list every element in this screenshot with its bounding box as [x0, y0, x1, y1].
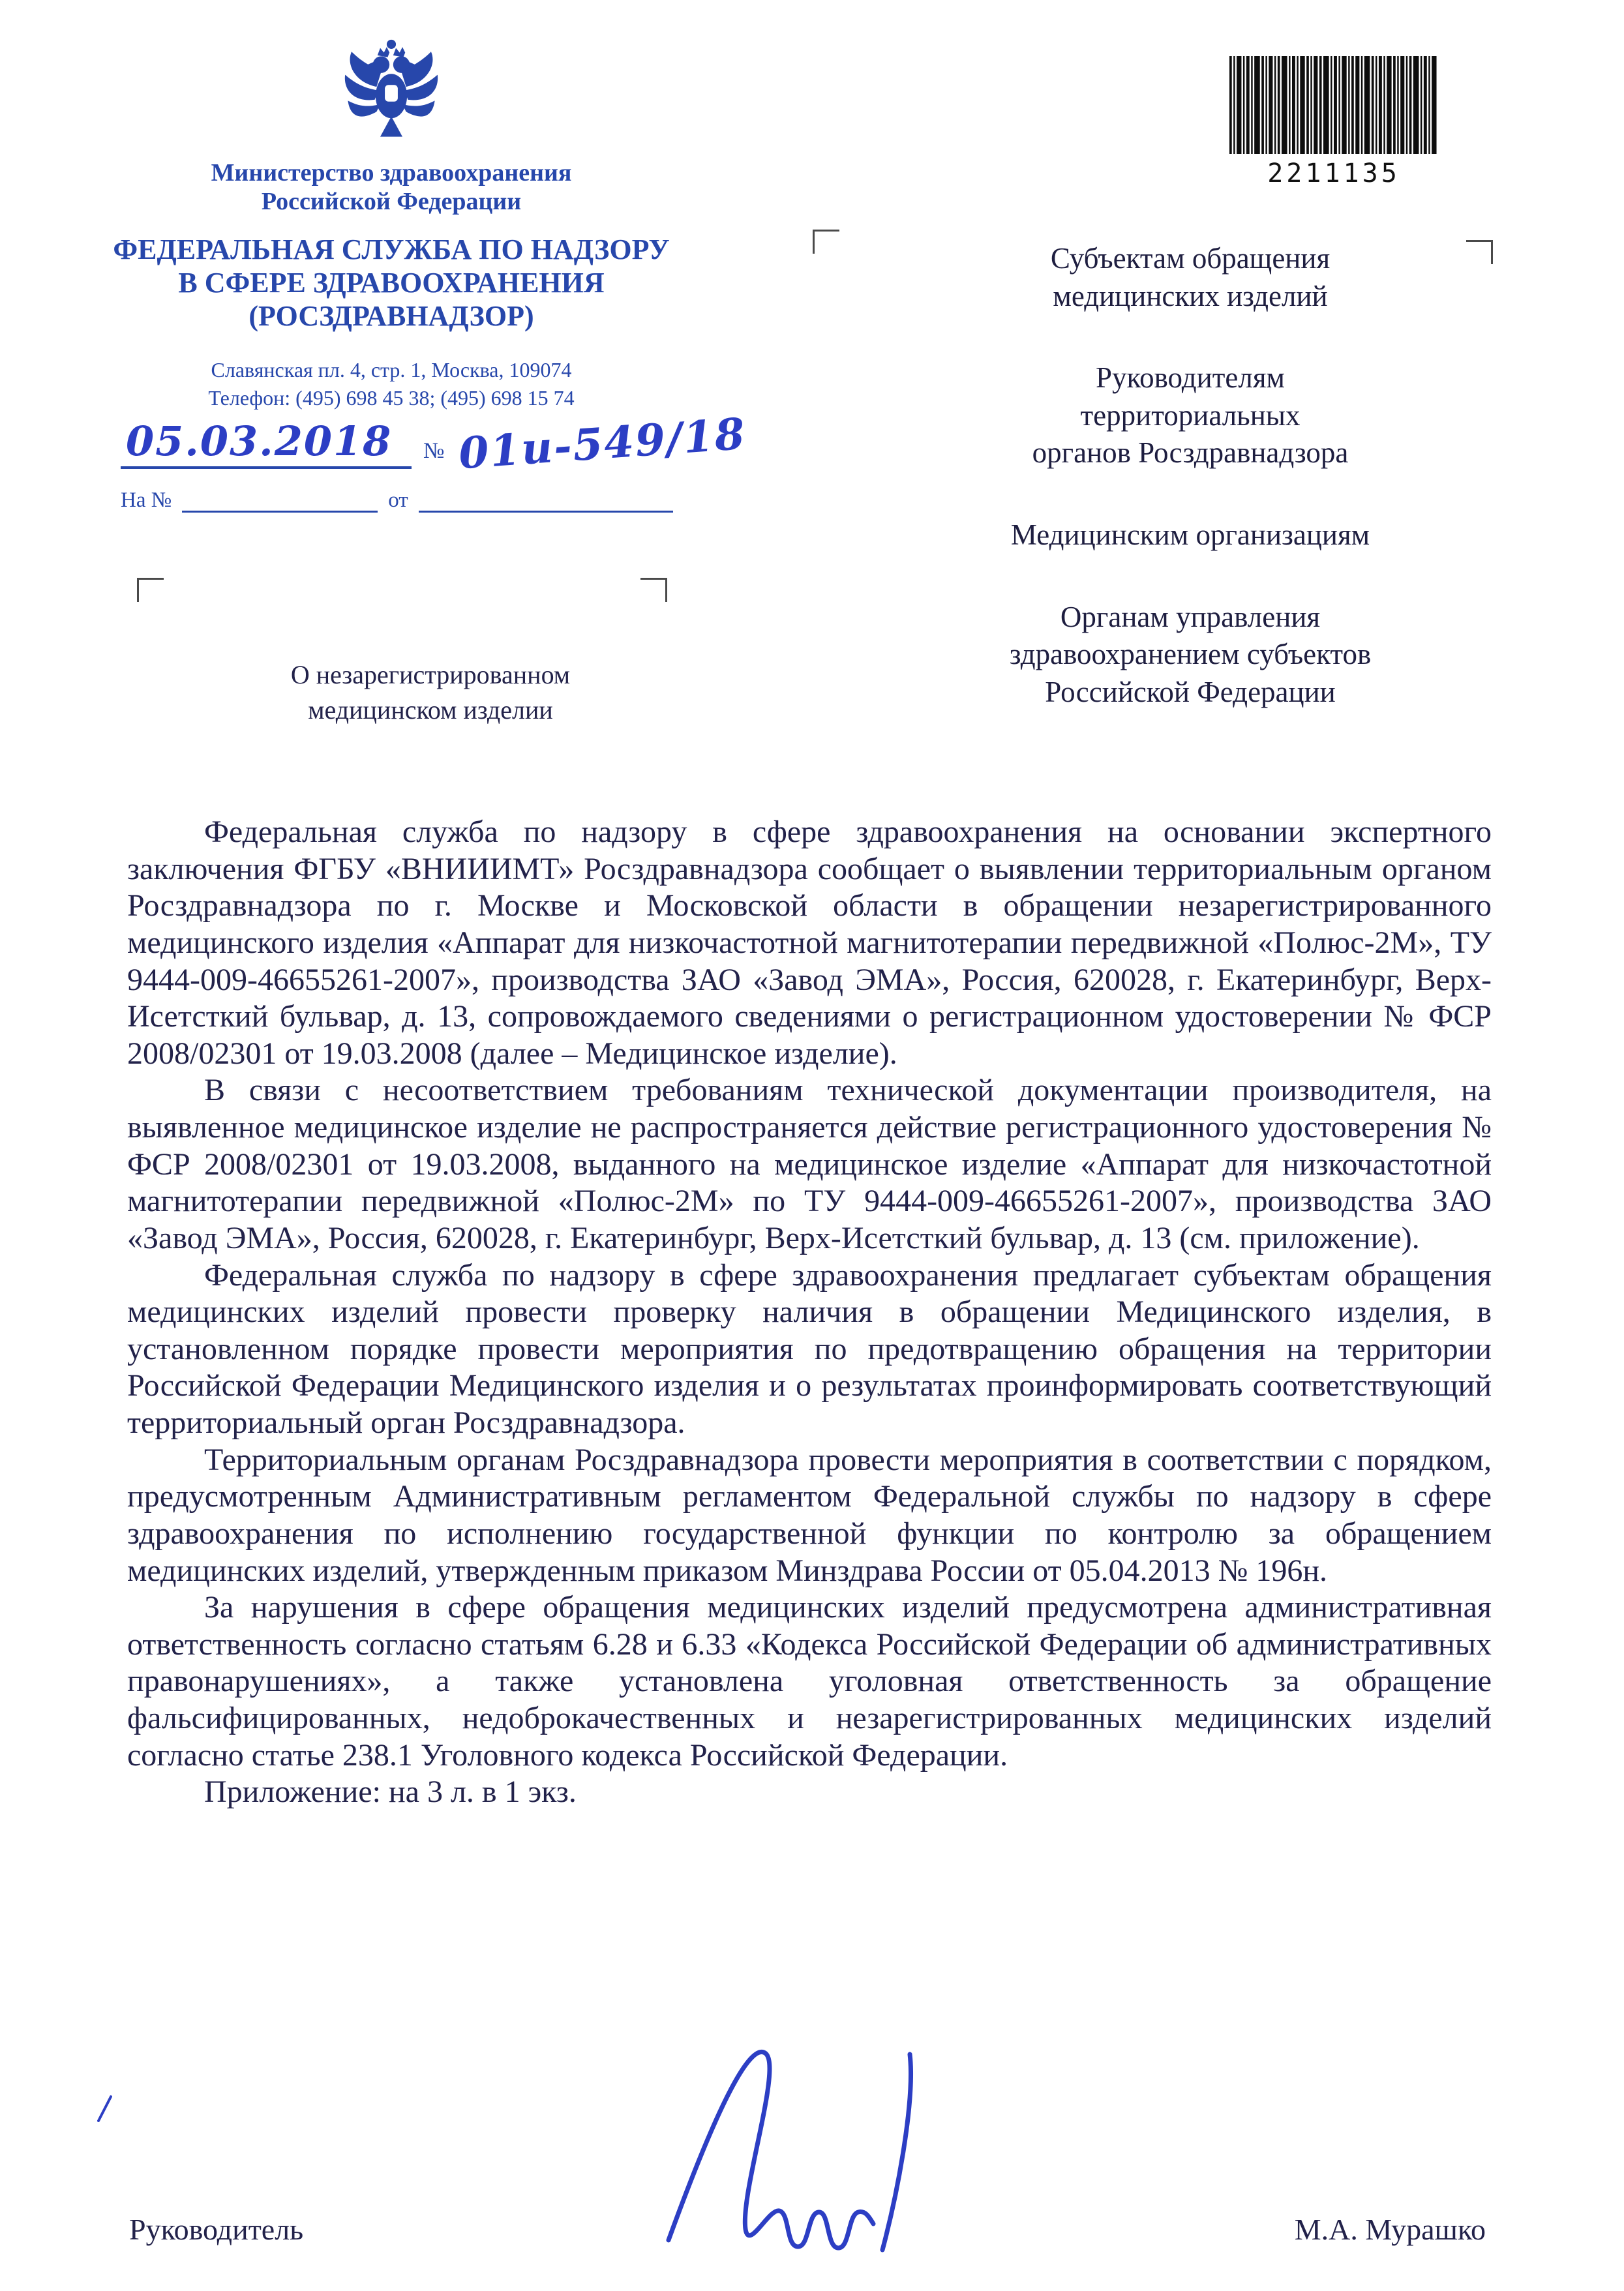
ministry-name: [65, 159, 717, 216]
blank-line: [182, 488, 378, 513]
letterhead-address: Славянская пл. 4, стр. 1, Москва, 109074: [211, 358, 572, 382]
paragraph-2: В связи с несоответствием требованиям технической документации производителя, на выявленное медицинское изделие не распространяется действие регистрационного удостоверения № ФСР 2008/02301 от 19.03.2008, выданного на медицинское изделие «Аппарат для низкочастотной магнитотерапии передвижной «Полюс-2М» по ТУ 9444-009-46655261-2007», производства ЗАО «Завод ЭМА», Россия, 620028, г. Екатеринбург, Верх-Исетсткий бульвар, д. 13 (см. приложение).: [127, 1073, 1492, 1255]
addressee-item: [841, 599, 1539, 711]
coat-of-arms-icon: [336, 31, 447, 155]
addressee-line: здравоохранением субъектов: [1009, 638, 1372, 671]
addressee-item: [841, 517, 1539, 554]
letter-body: [127, 814, 1492, 1811]
outgoing-number-row: [121, 408, 748, 479]
service-line-1: ФЕДЕРАЛЬНАЯ СЛУЖБА ПО НАДЗОРУ: [113, 233, 670, 266]
service-name: [65, 233, 717, 333]
addressee-line: органов Росздравнадзора: [1032, 436, 1349, 470]
na-number-label: На №: [121, 488, 172, 512]
corner-mark-window-left: [137, 578, 164, 602]
letterhead-contacts: [65, 356, 717, 411]
corner-mark-window-right: [640, 578, 667, 602]
barcode-number: 2211135: [1267, 158, 1400, 188]
subject-line-2: медицинском изделии: [308, 695, 553, 725]
addressee-line: Субъектам обращения: [1050, 242, 1331, 275]
letterhead-phone: Телефон: (495) 698 45 38; (495) 698 15 74: [208, 385, 575, 410]
handwritten-number: 01и-549/18: [457, 408, 748, 479]
ministry-line-2: Российской Федерации: [261, 187, 522, 215]
handwritten-signature: [636, 2022, 942, 2283]
letterhead: [65, 31, 717, 412]
blank-line: [419, 488, 673, 513]
addressee-line: Российской Федерации: [1045, 675, 1336, 708]
addressee-list: [841, 240, 1539, 755]
addressee-item: [841, 240, 1539, 315]
addressee-item: [841, 359, 1539, 472]
number-sign: №: [423, 439, 445, 463]
handwritten-date: 05.03.2018: [126, 417, 393, 465]
corner-mark-top-left: [813, 230, 839, 254]
incoming-number-row: [121, 488, 747, 513]
paragraph-3: Федеральная служба по надзору в сфере здравоохранения предлагает субъектам обращения медицинских изделий провести проверку наличия в обращении Медицинского изделия, в установленном порядке провести мероприятия по предотвращению обращения на территории Российской Федерации Медицинского изделия и о результатах проинформировать соответствующий территориальный орган Росздравнадзора.: [127, 1257, 1492, 1440]
signer-position: Руководитель: [129, 2213, 304, 2246]
ot-label: от: [388, 488, 408, 512]
addressee-line: территориальных: [1080, 398, 1301, 432]
handwritten-tick-icon: [97, 2095, 113, 2122]
barcode-block: [1229, 56, 1438, 188]
addressee-line: Руководителям: [1096, 361, 1285, 395]
subject-line: [183, 657, 678, 728]
barcode-icon: [1229, 56, 1438, 154]
attachment-line: Приложение: на 3 л. в 1 экз.: [204, 1774, 577, 1810]
date-line: [121, 417, 412, 469]
paragraph-5: За нарушения в сфере обращения медицинских изделий предусмотрена административная ответственность согласно статьям 6.28 и 6.33 «Кодекса Российской Федерации об административных правонарушениях», а также установлена уголовная ответственность за обращение фальсифицированных, недоброкачественных и незарегистрированных медицинских изделий согласно статье 238.1 Уголовного кодекса Российской Федерации.: [127, 1590, 1492, 1773]
addressee-line: Органам управления: [1060, 600, 1321, 633]
service-line-3: (РОСЗДРАВНАДЗОР): [248, 300, 534, 333]
paragraph-1: Федеральная служба по надзору в сфере здравоохранения на основании экспертного заключения ФГБУ «ВНИИИМТ» Росздравнадзора сообщает о выявлении территориальным органом Росздравнадзора по г. Москве и Московской области в обращении незарегистрированного медицинского изделия «Аппарат для низкочастотной магнитотерапии передвижной «Полюс-2М», ТУ 9444-009-46655261-2007», производства ЗАО «Завод ЭМА», Россия, 620028, г. Екатеринбург, Верх-Исетсткий бульвар, д. 13, сопровождаемого сведениями о регистрационном удостоверении № ФСР 2008/02301 от 19.03.2008 (далее – Медицинское изделие).: [127, 815, 1492, 1071]
subject-line-1: О незарегистрированном: [290, 660, 571, 689]
service-line-2: В СФЕРЕ ЗДРАВООХРАНЕНИЯ: [178, 267, 605, 299]
paragraph-4: Территориальным органам Росздравнадзора провести мероприятия в соответствии с порядком, предусмотренным Административным регламентом Федеральной службы по надзору в сфере здравоохранения по исполнению государственной функции по контролю за обращением медицинских изделий, утвержденным приказом Минздрава России от 05.04.2013 № 196н.: [127, 1442, 1492, 1588]
addressee-line: медицинских изделий: [1053, 279, 1328, 312]
signer-name: М.А. Мурашко: [1294, 2213, 1486, 2246]
addressee-line: Медицинским организациям: [1010, 518, 1370, 551]
ministry-line-1: Министерство здравоохранения: [211, 159, 572, 187]
reference-block: [121, 408, 748, 513]
